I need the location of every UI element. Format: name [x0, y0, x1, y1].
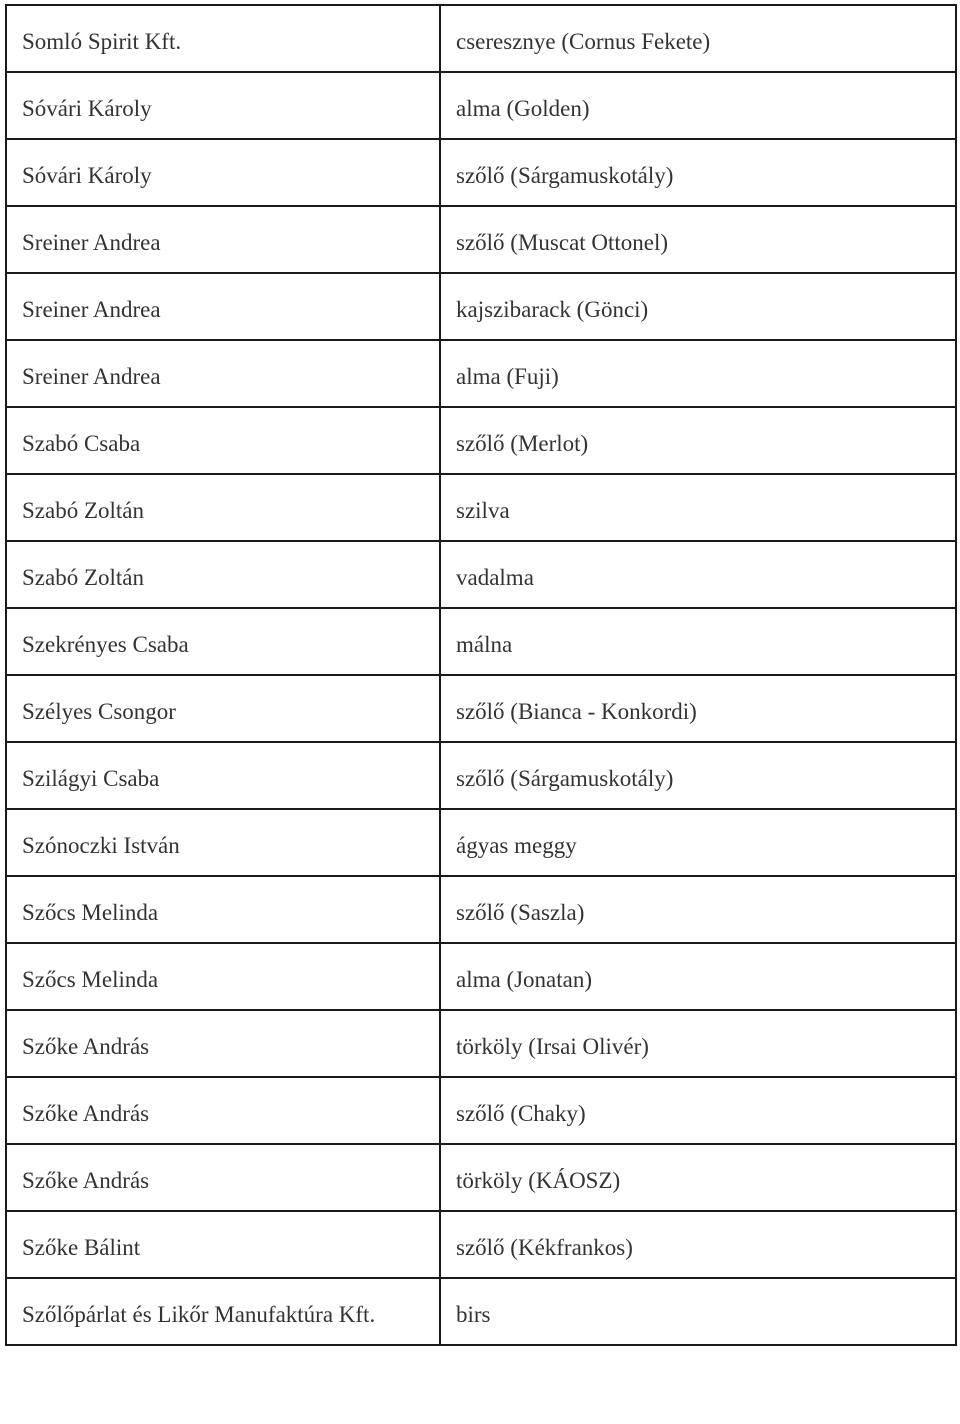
producer-name: Sóvári Károly — [22, 162, 152, 188]
fruit-cell — [440, 608, 956, 675]
fruit-cell — [440, 72, 956, 139]
table-row — [6, 340, 956, 407]
producer-name: Szabó Csaba — [22, 430, 141, 456]
fruit-cell — [440, 407, 956, 474]
fruit-name: birs — [456, 1301, 491, 1327]
table-row — [6, 943, 956, 1010]
fruit-cell — [440, 139, 956, 206]
producer-name: Sreiner Andrea — [22, 229, 161, 255]
fruit-cell — [440, 541, 956, 608]
producer-cell — [6, 742, 440, 809]
fruit-cell — [440, 273, 956, 340]
table-row — [6, 1010, 956, 1077]
fruit-name: vadalma — [456, 564, 534, 590]
producer-name: Szőke András — [22, 1167, 150, 1193]
fruit-cell — [440, 943, 956, 1010]
fruit-name: szilva — [456, 497, 510, 523]
fruit-name: ágyas meggy — [456, 832, 577, 858]
table-row — [6, 541, 956, 608]
producer-name: Szőke András — [22, 1033, 150, 1059]
producer-name: Szőcs Melinda — [22, 899, 159, 925]
fruit-cell — [440, 474, 956, 541]
producer-name: Szilágyi Csaba — [22, 765, 160, 791]
fruit-name: szőlő (Chaky) — [456, 1100, 586, 1126]
producer-fruit-table — [5, 4, 957, 1346]
producer-cell — [6, 1211, 440, 1278]
fruit-name: kajszibarack (Gönci) — [456, 296, 649, 322]
producer-name: Szőke Bálint — [22, 1234, 141, 1260]
fruit-name: cseresznye (Cornus Fekete) — [456, 28, 711, 54]
fruit-cell — [440, 675, 956, 742]
producer-cell — [6, 1144, 440, 1211]
table-row — [6, 474, 956, 541]
producer-cell — [6, 1010, 440, 1077]
producer-name: Szabó Zoltán — [22, 564, 144, 590]
table-row — [6, 1144, 956, 1211]
table-body — [6, 5, 956, 1345]
producer-cell — [6, 72, 440, 139]
producer-cell — [6, 809, 440, 876]
fruit-name: szőlő (Sárgamuskotály) — [456, 162, 674, 188]
table-row — [6, 1278, 956, 1345]
producer-cell — [6, 5, 440, 72]
producer-cell — [6, 340, 440, 407]
producer-name: Szélyes Csongor — [22, 698, 176, 724]
producer-name: Sreiner Andrea — [22, 363, 161, 389]
fruit-name: alma (Fuji) — [456, 363, 559, 389]
fruit-name: szőlő (Muscat Ottonel) — [456, 229, 669, 255]
document-page — [5, 4, 955, 1346]
table-row — [6, 5, 956, 72]
producer-cell — [6, 273, 440, 340]
producer-cell — [6, 206, 440, 273]
fruit-cell — [440, 1010, 956, 1077]
table-row — [6, 675, 956, 742]
producer-cell — [6, 474, 440, 541]
fruit-cell — [440, 876, 956, 943]
fruit-cell — [440, 5, 956, 72]
producer-name: Szőlőpárlat és Likőr Manufaktúra Kft. — [22, 1301, 376, 1327]
producer-cell — [6, 541, 440, 608]
producer-cell — [6, 1278, 440, 1345]
fruit-name: alma (Jonatan) — [456, 966, 593, 992]
producer-name: Sreiner Andrea — [22, 296, 161, 322]
producer-cell — [6, 943, 440, 1010]
table-row — [6, 608, 956, 675]
fruit-name: szőlő (Merlot) — [456, 430, 589, 456]
fruit-cell — [440, 742, 956, 809]
table-row — [6, 139, 956, 206]
producer-cell — [6, 139, 440, 206]
fruit-name: szőlő (Sárgamuskotály) — [456, 765, 674, 791]
fruit-cell — [440, 1278, 956, 1345]
fruit-name: szőlő (Kékfrankos) — [456, 1234, 633, 1260]
fruit-name: alma (Golden) — [456, 95, 590, 121]
table-row — [6, 72, 956, 139]
fruit-cell — [440, 340, 956, 407]
producer-name: Somló Spirit Kft. — [22, 28, 182, 54]
fruit-cell — [440, 1211, 956, 1278]
producer-name: Szekrényes Csaba — [22, 631, 189, 657]
fruit-name: szőlő (Bianca - Konkordi) — [456, 698, 697, 724]
producer-cell — [6, 1077, 440, 1144]
fruit-name: szőlő (Saszla) — [456, 899, 585, 925]
producer-name: Szőke András — [22, 1100, 150, 1126]
producer-name: Szónoczki István — [22, 832, 180, 858]
producer-cell — [6, 675, 440, 742]
table-row — [6, 407, 956, 474]
fruit-name: málna — [456, 631, 513, 657]
table-row — [6, 273, 956, 340]
fruit-cell — [440, 1077, 956, 1144]
table-row — [6, 742, 956, 809]
fruit-cell — [440, 1144, 956, 1211]
producer-name: Szőcs Melinda — [22, 966, 159, 992]
table-row — [6, 206, 956, 273]
fruit-name: törköly (Irsai Olivér) — [456, 1033, 649, 1059]
producer-cell — [6, 407, 440, 474]
table-row — [6, 1077, 956, 1144]
table-row — [6, 1211, 956, 1278]
producer-cell — [6, 608, 440, 675]
fruit-name: törköly (KÁOSZ) — [456, 1167, 621, 1193]
fruit-cell — [440, 206, 956, 273]
producer-name: Sóvári Károly — [22, 95, 152, 121]
producer-cell — [6, 876, 440, 943]
fruit-cell — [440, 809, 956, 876]
table-row — [6, 876, 956, 943]
producer-name: Szabó Zoltán — [22, 497, 144, 523]
table-row — [6, 809, 956, 876]
